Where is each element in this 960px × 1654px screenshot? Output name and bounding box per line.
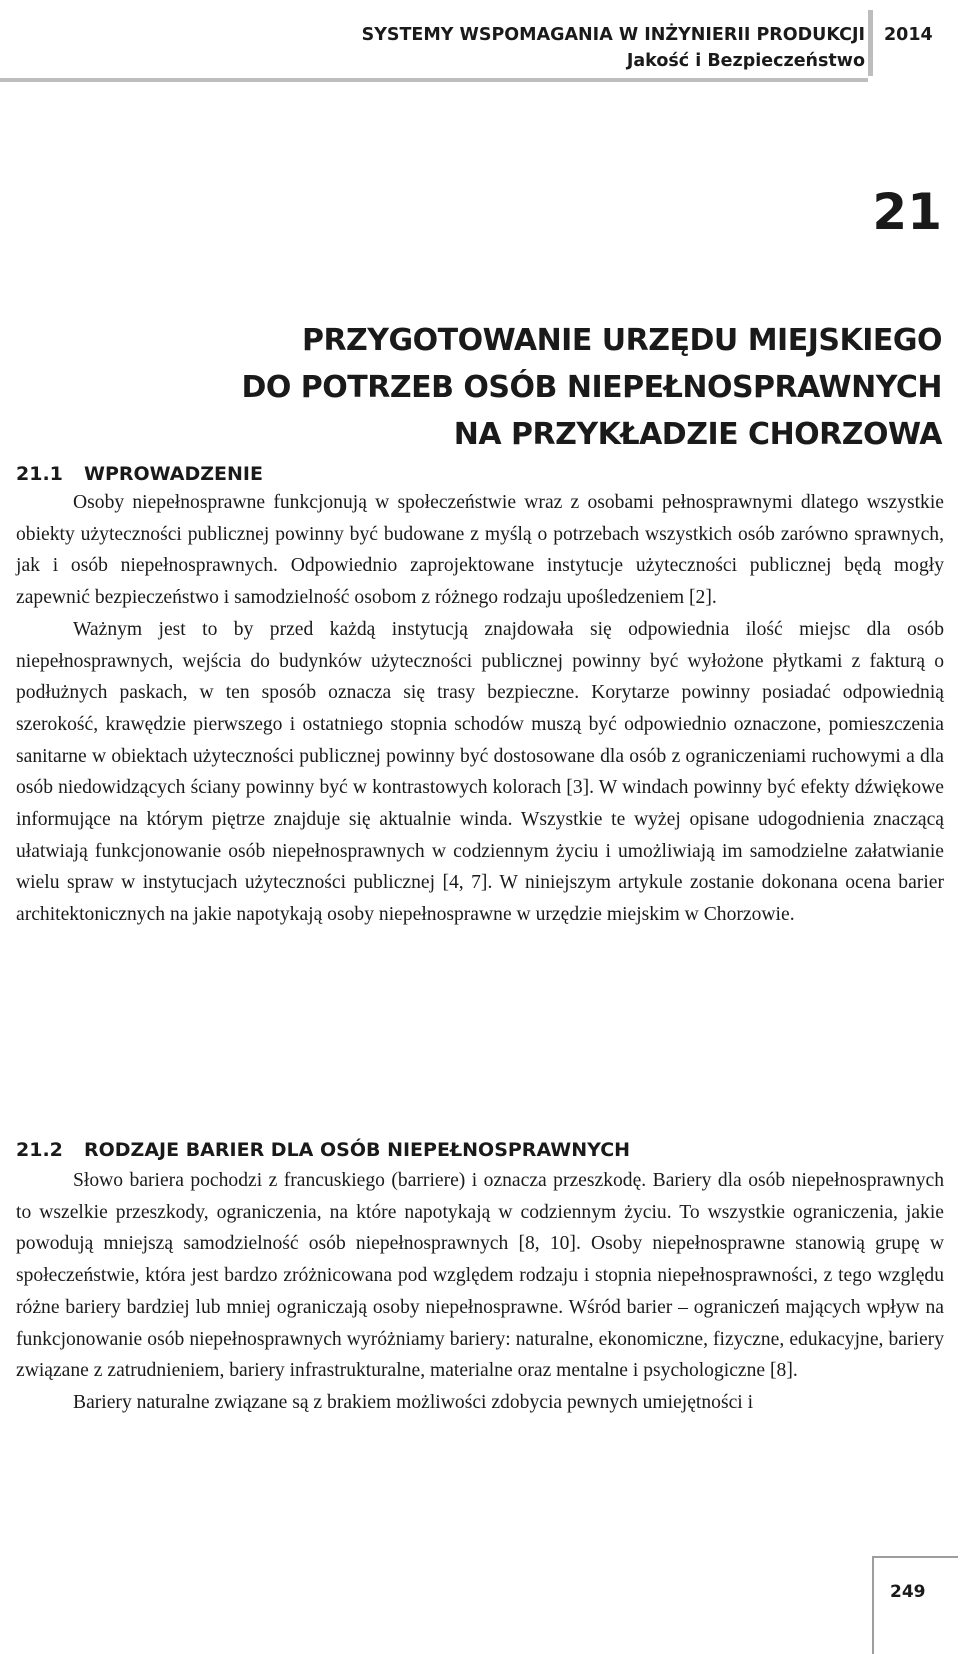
journal-title: SYSTEMY WSPOMAGANIA W INŻYNIERII PRODUKCJI [361, 25, 865, 45]
paragraph: Słowo bariera pochodzi z francuskiego (barriere) i oznacza przeszkodę. Bariery dla osób niepełnosprawnych to wszelkie przeszkody, ograniczenia, na które napotykają w codziennym życiu. To wszystkie ograniczenia, jakie powodują mniejszą samodzielność osób niepełnosprawnych [8, 10]. Osoby niepełnosprawne stanowią grupę w społeczeństwie, która jest bardzo zróżnicowana pod względem rodzaju i stopnia niepełnosprawności, z tego względu różne bariery bardziej lub mniej ograniczają osoby niepełnosprawne. Wśród barier – ograniczeń mających wpływ na funkcjonowanie osób niepełnosprawnych wyróżniamy bariery: naturalne, ekonomiczne, fizyczne, edukacyjne, bariery związane z zatrudnieniem, bariery infrastrukturalne, materialne oraz mentalne i psychologiczne [8]. [16, 1170, 944, 1382]
header-rule [0, 78, 868, 82]
paragraph: Bariery naturalne związane są z brakiem możliwości zdobycia pewnych umiejętności i [73, 1391, 754, 1413]
journal-subtitle: Jakość i Bezpieczeństwo [626, 51, 865, 71]
section-heading-barrier-types [16, 1137, 630, 1163]
header-text [362, 22, 865, 74]
running-header [0, 0, 960, 82]
chapter-number: 21 [872, 183, 942, 241]
section-heading-introduction [16, 461, 263, 487]
chapter-title-line: NA PRZYKŁADZIE CHORZOWA [453, 417, 942, 452]
header-separator [868, 10, 873, 76]
section-title: RODZAJE BARIER DLA OSÓB NIEPEŁNOSPRAWNYCH [84, 1139, 631, 1161]
section-number: 21.2 [16, 1139, 63, 1161]
section-body-introduction [16, 487, 944, 931]
paragraph: Ważnym jest to by przed każdą instytucją znajdowała się odpowiednia ilość miejsc dla osób niepełnosprawnych, wejścia do budynków użyteczności publicznej powinny być wyłożone płytkami z fakturą o podłużnych paskach, w ten sposób oznacza się trasy bezpieczne. Korytarze powinny posiadać odpowiednią szerokość, krawędzie pierwszego i ostatniego stopnia schodów muszą być odpowiednio oznaczone, pomieszczenia sanitarne w obiektach użyteczności publicznej powinny być dostosowane dla osób z ograniczeniami ruchowymi a dla osób niedowidzących ściany powinny być w kontrastowych kolorach [3]. W windach powinny być efekty dźwiękowe informujące na którym piętrze znajduje się aktualnie winda. Wszystkie te wyżej opisane udogodnienia znaczącą ułatwiają funkcjonowanie osób niepełnosprawnych w codziennym życiu i umożliwiają im samodzielne załatwianie wielu spraw w instytucjach użyteczności publicznej [4, 7]. W niniejszym artykule zostanie dokonana ocena barier architektonicznych na jakie napotykają osoby niepełnosprawne w urzędzie miejskim w Chorzowie. [16, 618, 944, 926]
paragraph: Osoby niepełnosprawne funkcjonują w społeczeństwie wraz z osobami pełnosprawnymi dlatego wszystkie obiekty użyteczności publicznej powinny być budowane z myślą o potrzebach wszystkich osób zarówno sprawnych, jak i osób niepełnosprawnych. Odpowiednio zaprojektowane instytucje użyteczności publicznej będą mogły zapewnić bezpieczeństwo i samodzielność osobom z różnego rodzaju upośledzeniem [2]. [16, 492, 944, 609]
page-number: 249 [890, 1582, 926, 1602]
header-year: 2014 [884, 25, 933, 45]
chapter-title [92, 317, 942, 458]
chapter-title-line: DO POTRZEB OSÓB NIEPEŁNOSPRAWNYCH [241, 370, 942, 405]
chapter-title-line: PRZYGOTOWANIE URZĘDU MIEJSKIEGO [301, 323, 942, 358]
section-title: WPROWADZENIE [84, 463, 263, 485]
section-body-barrier-types [16, 1165, 944, 1419]
section-number: 21.1 [16, 463, 63, 485]
page-number-box [872, 1556, 958, 1654]
